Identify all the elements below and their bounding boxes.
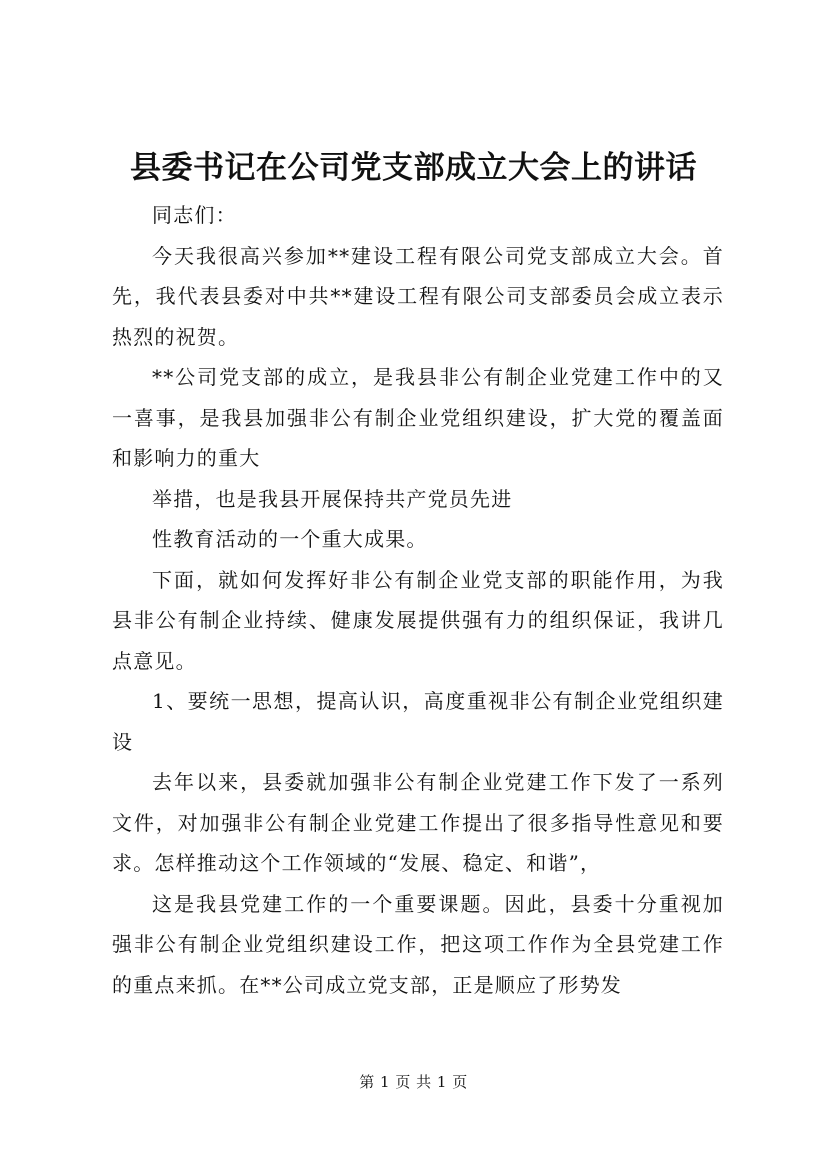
paragraph-congratulation: 今天我很高兴参加**建设工程有限公司党支部成立大会。首先，我代表县委对中共**建设工程有限公司支部委员会成立表示热烈的祝贺。 <box>112 243 724 349</box>
document-title: 县委书记在公司党支部成立大会上的讲话 <box>130 150 697 186</box>
paragraph-introduction: 下面，就如何发挥好非公有制企业党支部的职能作用，为我县非公有制企业持续、健康发展提供强有力的组织保证，我讲几点意见。 <box>112 567 724 673</box>
section-heading-1: 1、要统一思想，提高认识，高度重视非公有制企业党组织建设 <box>112 689 724 754</box>
paragraph-background: 去年以来，县委就加强非公有制企业党建工作下发了一系列文件，对加强非公有制企业党建工作提出了很多指导性意见和要求。怎样推动这个工作领域的“发展、稳定、和谐”， <box>112 770 724 875</box>
page-footer: 第 1 页 共 1 页 <box>359 1073 468 1091</box>
paragraph-priority: 这是我县党建工作的一个重要课题。因此，县委十分重视加强非公有制企业党组织建设工作，把这项工作作为全县党建工作的重点来抓。在**公司成立党支部，正是顺应了形势发 <box>112 891 724 997</box>
paragraph-achievement: 性教育活动的一个重大成果。 <box>152 527 428 551</box>
document-body <box>112 195 724 1005</box>
paragraph-measure: 举措，也是我县开展保持共产党员先进 <box>152 486 513 511</box>
paragraph-significance: **公司党支部的成立，是我县非公有制企业党建工作中的又一喜事，是我县加强非公有制企业党组织建设，扩大党的覆盖面和影响力的重大 <box>112 365 724 470</box>
paragraph-salutation: 同志们： <box>152 203 237 227</box>
